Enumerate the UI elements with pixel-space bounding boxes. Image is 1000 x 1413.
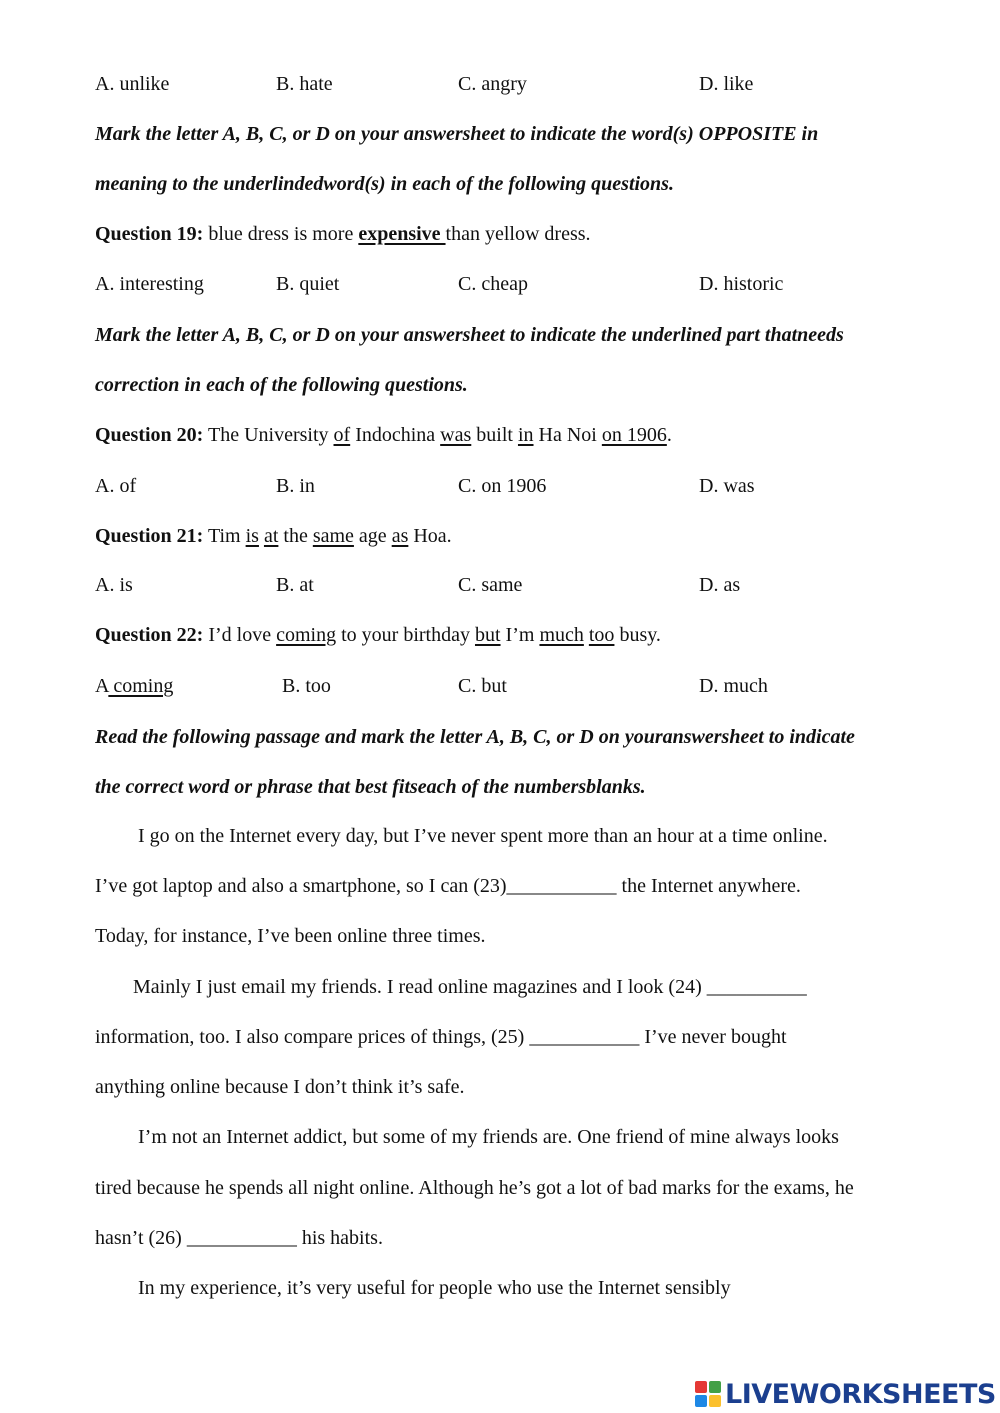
question-19 — [95, 222, 591, 246]
logo-icon — [695, 1381, 721, 1407]
q21-option-a: A. is — [95, 574, 133, 596]
question-text: built — [471, 424, 518, 446]
underlined-part: of — [333, 424, 351, 446]
q22-option-a — [95, 674, 173, 698]
q18-option-b: B. hate — [276, 73, 333, 95]
q19-option-b: B. quiet — [276, 273, 340, 295]
underlined-word: expensive — [358, 223, 446, 245]
instruction-passage-line2: the correct word or phrase that best fitseach of the numbersblanks. — [95, 776, 646, 798]
passage-line: tired because he spends all night online. Although he’s got a lot of bad marks for the exams, he — [95, 1177, 854, 1199]
logo-tile — [709, 1395, 721, 1407]
question-label: Question 21: — [95, 525, 204, 547]
q21-option-d: D. as — [699, 574, 741, 596]
instruction-correction-line1: Mark the letter A, B, C, or D on your answersheet to indicate the underlined part thatneeds — [95, 324, 844, 346]
underlined-part: was — [440, 424, 472, 446]
q21-option-c: C. same — [458, 574, 523, 596]
question-text: Hoa. — [408, 525, 452, 547]
question-text: blue dress is more — [203, 223, 359, 245]
question-text: Indochina — [350, 424, 441, 446]
q22-option-b: B. too — [282, 675, 331, 697]
q18-option-d: D. like — [699, 73, 754, 95]
question-20 — [95, 423, 672, 447]
q20-option-b: B. in — [276, 475, 315, 497]
underlined-part: coming — [276, 624, 337, 646]
q20-option-a: A. of — [95, 475, 137, 497]
question-21 — [95, 524, 452, 548]
question-text: . — [666, 424, 672, 446]
q20-option-d: D. was — [699, 475, 755, 497]
passage-line: I go on the Internet every day, but I’ve never spent more than an hour at a time online. — [138, 825, 828, 847]
question-text: The University — [203, 424, 334, 446]
passage-line: I’m not an Internet addict, but some of my friends are. One friend of mine always looks — [138, 1126, 839, 1148]
question-label: Question 19: — [95, 223, 204, 245]
instruction-opposite-line2: meaning to the underlindedword(s) in each of the following questions. — [95, 173, 674, 195]
q22-option-d: D. much — [699, 675, 768, 697]
option-text: coming — [108, 675, 174, 697]
underlined-part: in — [517, 424, 534, 446]
question-text: the — [278, 525, 313, 547]
question-text: busy. — [614, 624, 661, 646]
passage-line: I’ve got laptop and also a smartphone, so I can (23)___________ the Internet anywhere. — [95, 875, 801, 897]
q19-option-d: D. historic — [699, 273, 784, 295]
q21-option-b: B. at — [276, 574, 314, 596]
question-label: Question 22: — [95, 624, 204, 646]
question-label: Question 20: — [95, 424, 204, 446]
passage-line: anything online because I don’t think it’s safe. — [95, 1076, 465, 1098]
passage-line: Today, for instance, I’ve been online three times. — [95, 925, 486, 947]
question-text: than yellow dress. — [445, 223, 591, 245]
underlined-part: at — [263, 525, 279, 547]
question-text: to your birthday — [336, 624, 475, 646]
logo-tile — [695, 1395, 707, 1407]
question-text: age — [353, 525, 392, 547]
underlined-part: as — [391, 525, 409, 547]
q22-option-c: C. but — [458, 675, 507, 697]
underlined-part: is — [245, 525, 259, 547]
q20-option-c: C. on 1906 — [458, 475, 547, 497]
underlined-part: too — [588, 624, 615, 646]
passage-line: Mainly I just email my friends. I read online magazines and I look (24) __________ — [133, 976, 807, 998]
underlined-part: on 1906 — [601, 424, 667, 446]
logo-text: LIVEWORKSHEETS — [725, 1378, 996, 1410]
instruction-correction-line2: correction in each of the following questions. — [95, 374, 468, 396]
instruction-passage-line1: Read the following passage and mark the letter A, B, C, or D on youranswersheet to indicate — [95, 726, 855, 748]
question-text: I’d love — [203, 624, 277, 646]
logo-tile — [709, 1381, 721, 1393]
underlined-part: much — [539, 624, 584, 646]
q19-option-c: C. cheap — [458, 273, 528, 295]
passage-line: information, too. I also compare prices of things, (25) ___________ I’ve never bought — [95, 1026, 787, 1048]
logo-tile — [695, 1381, 707, 1393]
underlined-part: same — [312, 525, 354, 547]
question-text: I’m — [500, 624, 540, 646]
question-text: Tim — [203, 525, 246, 547]
q18-option-c: C. angry — [458, 73, 527, 95]
question-22 — [95, 623, 661, 647]
q19-option-a: A. interesting — [95, 273, 204, 295]
q18-option-a: A. unlike — [95, 73, 170, 95]
passage-line: In my experience, it’s very useful for people who use the Internet sensibly — [138, 1277, 731, 1299]
underlined-part: but — [474, 624, 501, 646]
liveworksheets-logo — [695, 1378, 996, 1410]
passage-line: hasn’t (26) ___________ his habits. — [95, 1227, 383, 1249]
instruction-opposite-line1: Mark the letter A, B, C, or D on your answersheet to indicate the word(s) OPPOSITE in — [95, 123, 819, 145]
option-letter: A — [95, 675, 109, 697]
question-text: Ha Noi — [533, 424, 602, 446]
